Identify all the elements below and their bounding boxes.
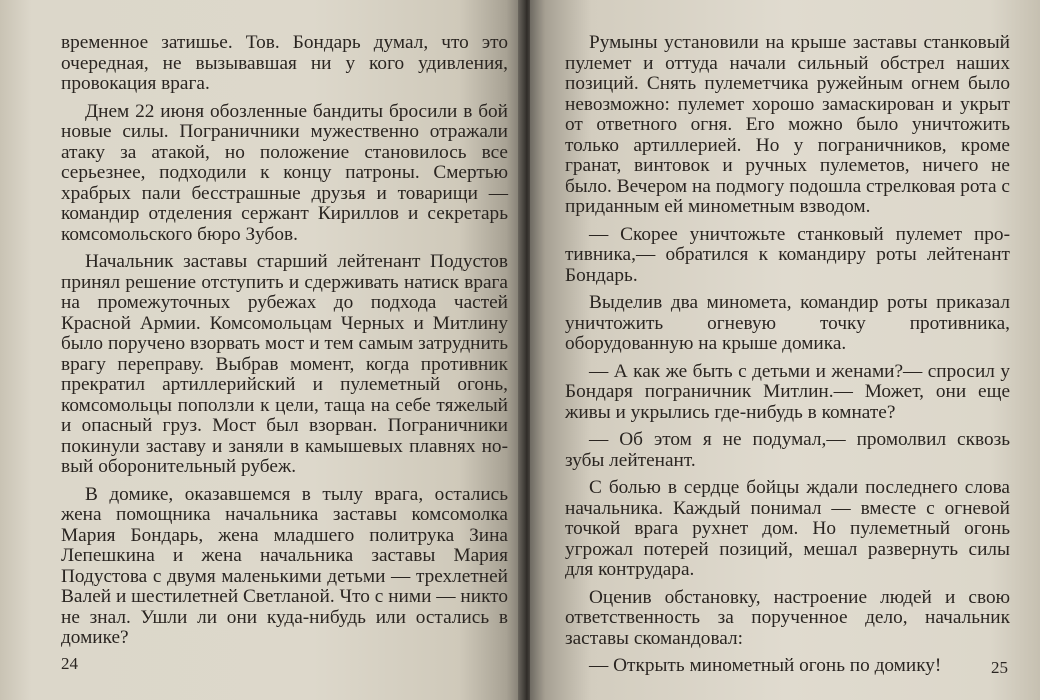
left-paragraph-2: Днем 22 июня обозленные бандиты бросили в бой новые силы. Пограничники мужественно отражали атаку за атакой, но положение становилось все серьезнее, подходили к концу патроны. Смертью храбрых пали бесстрашные друзья и товарищи — командир отделения сержант Кириллов и секретарь комсомольского бюро Зубов. [61, 100, 508, 245]
right-paragraph-1: Румыны установили на крыше заставы станковый пулемет и оттуда начали сильный обстрел наших позиций. Снять пулеметчика ружейным огнем было невозможно: пулемет хорошо замаскирован и укрыт от ответного огня. Его можно было уничтожить только артиллерией. Но у пограничников, кроме гранат, винтовок и ручных пулеметов, ничего не было. Вечером на подмогу подошла стрелковая рота с приданным ей минометным взводом. [565, 32, 1010, 217]
right-paragraph-7: Оценив обстановку, настроение людей и свою ответственность за порученное дело, начальник заставы скомандовал: [565, 586, 1010, 649]
right-paragraph-2: — Скорее уничтожьте станковый пулемет противника,— обратился к командиру роты лейтенант Бондарь. [565, 223, 1010, 286]
right-paragraph-6: С болью в сердце бойцы ждали последнего слова начальника. Каждый понимал — вместе с огневой точкой врага рухнет дом. Но пулеметный огонь угрожал потерей позиций, мешал развернуть силы для контрудара. [565, 477, 1010, 580]
right-paragraph-4: — А как же быть с детьми и женами?— спросил у Бондаря пограничник Митлин.— Может, они еще живы и укрылись где-нибудь в комнате? [565, 360, 1010, 423]
right-page [530, 0, 1040, 700]
left-paragraph-3: Начальник заставы старший лейтенант Подустов принял решение отступить и сдерживать натиск врага на промежуточных рубежах до подхода частей Красной Армии. Комсомольцам Черных и Митлину было поручено взорвать мост и тем самым затруднить врагу переправу. Выбрав момент, когда противник прекратил артиллерийский и пулеметный огонь, комсомольцы поползли к цели, таща на себе тяжелый и опасный груз. Мост был взорван. Пограничники покинули заставу и заняли в камышевых плавнях новый оборонительный рубеж. [61, 251, 508, 477]
left-paragraph-1: временное затишье. Тов. Бондарь думал, что это очередная, не вызывавшая ни у кого удивления, провокация врага. [61, 32, 508, 94]
right-paragraph-8: — Открыть минометный огонь по домику! [589, 655, 942, 676]
left-page-number: 24 [61, 653, 78, 673]
right-paragraph-3: Выделив два миномета, командир роты приказал уничтожить огневую точку противника, оборудованную на крыше домика. [565, 292, 1010, 354]
right-paragraph-5: — Об этом я не подумал,— промолвил сквозь зубы лейтенант. [565, 429, 1010, 471]
right-page-number: 25 [991, 657, 1008, 677]
left-paragraph-4: В домике, оказавшемся в тылу врага, остались жена помощника начальника заставы комсомолка Мария Бондарь, жена младшего политрука Зина Лепешкина и жена начальника заставы Мария Подустова с двумя маленькими детьми — трехлетней Валей и шестилетней Светланой. Что с ними — никто не знал. Ушли ли они куда-нибудь или остались в домике? [61, 483, 508, 648]
